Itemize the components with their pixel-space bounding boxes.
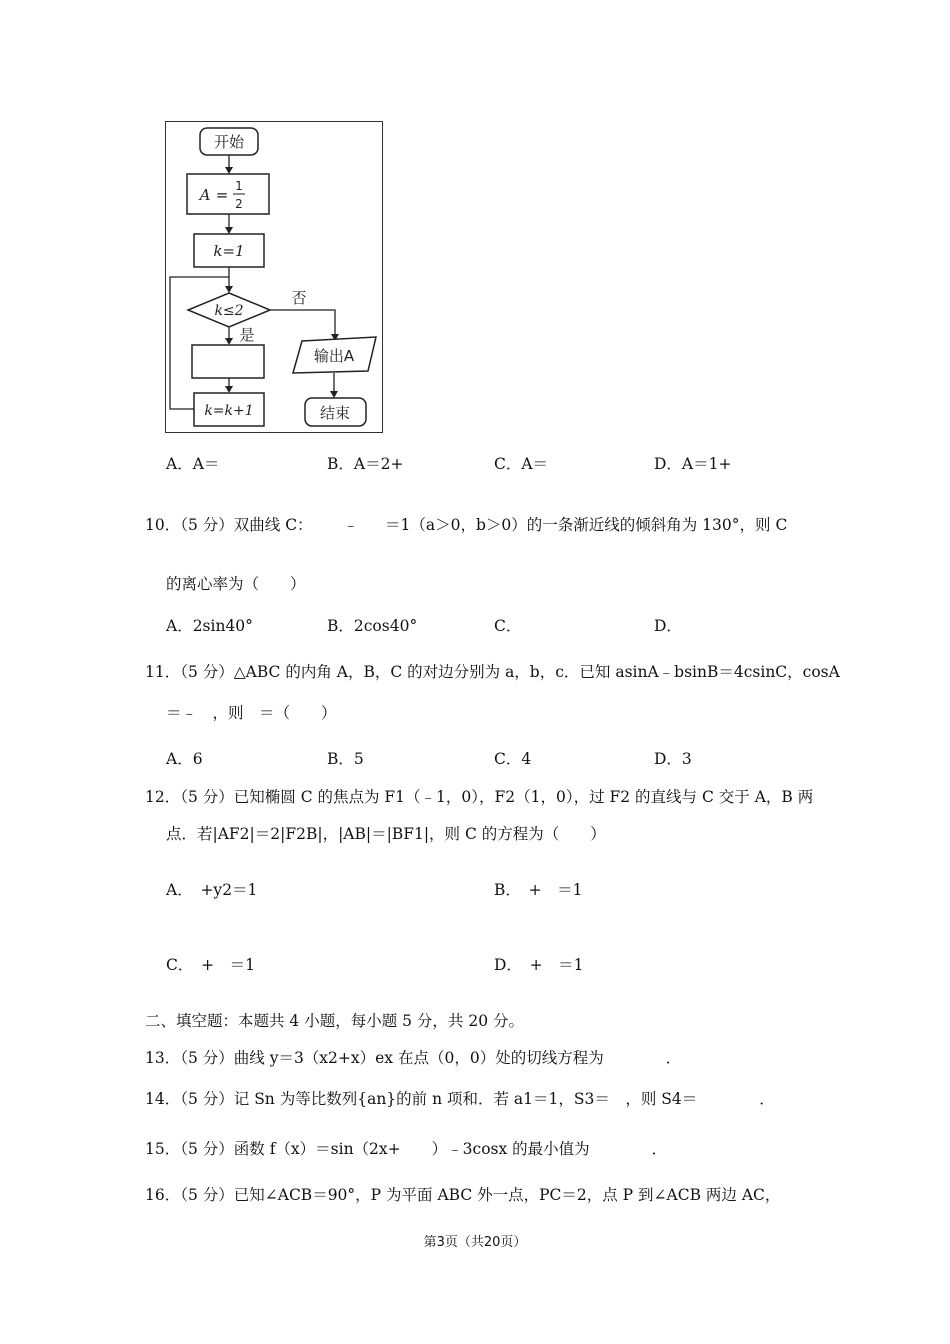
flowchart-start-label: 开始 — [213, 133, 245, 151]
q10-option-d: D． — [654, 617, 682, 635]
q12-option-b: B． + ＝1 — [494, 881, 583, 899]
q13-stem: 13．（5 分）曲线 y＝3（x2+x）ex 在点（0，0）处的切线方程为 ． — [145, 1049, 682, 1067]
q12-stem-line2: 点．若|AF2|＝2|F2B|，|AB|＝|BF1|，则 C 的方程为（ ） — [166, 825, 606, 843]
flowchart-output-label: 输出A — [313, 347, 355, 365]
flowchart — [165, 121, 383, 433]
q9-option-a: A．A＝ — [166, 455, 220, 473]
q16-stem: 16．（5 分）已知∠ACB＝90°，P 为平面 ABC 外一点，PC＝2，点 P 到∠ACB 两边 AC， — [145, 1186, 781, 1204]
flowchart-assign-a-den: 2 — [235, 197, 243, 211]
q11-stem-line1: 11．（5 分）△ABC 的内角 A，B，C 的对边分别为 a，b，c．已知 asinA﹣bsinB＝4csinC，cosA — [145, 663, 840, 681]
q11-option-b: B．5 — [327, 750, 364, 768]
flowchart-increment-label: k=k+1 — [204, 403, 254, 419]
q10-option-c: C． — [494, 617, 522, 635]
q11-option-d: D．3 — [654, 750, 692, 768]
section-2-heading: 二、填空题：本题共 4 小题，每小题 5 分，共 20 分。 — [145, 1012, 525, 1030]
q10-stem-minus: ﹣ — [343, 516, 359, 534]
q11-stem-line2: ＝﹣ ，则 ＝（ ） — [166, 704, 337, 722]
q15-stem: 15．（5 分）函数 f（x）＝sin（2x+ ）﹣3cosx 的最小值为 ． — [145, 1140, 668, 1158]
q10-stem-suffix: ＝1（a＞0，b＞0）的一条渐近线的倾斜角为 130°，则 C — [385, 516, 788, 534]
q9-option-b: B．A＝2+ — [327, 455, 404, 473]
q9-option-c: C．A＝ — [494, 455, 549, 473]
q12-option-c: C． + ＝1 — [166, 956, 255, 974]
flowchart-assign-a-eq: = — [215, 186, 229, 204]
q12-option-d: D． + ＝1 — [494, 956, 584, 974]
flowchart-end-label: 结束 — [319, 404, 351, 422]
flowchart-yes-label: 是 — [239, 326, 255, 344]
flowchart-assign-k-label: k=1 — [213, 242, 245, 260]
q9-option-d: D．A＝1+ — [654, 455, 732, 473]
flowchart-no-label: 否 — [291, 289, 307, 307]
q10-option-b: B．2cos40° — [327, 617, 418, 635]
q12-stem-line1: 12．（5 分）已知椭圆 C 的焦点为 F1（﹣1，0），F2（1，0），过 F2 的直线与 C 交于 A，B 两 — [145, 788, 814, 806]
q11-option-a: A．6 — [166, 750, 203, 768]
q12-option-a: A． +y2＝1 — [166, 881, 258, 899]
flowchart-assign-a-num: 1 — [235, 179, 243, 193]
flowchart-empty-box — [192, 345, 264, 378]
q10-option-a: A．2sin40° — [166, 617, 253, 635]
flowchart-condition-label: k≤2 — [214, 303, 244, 319]
q14-stem: 14．（5 分）记 Sn 为等比数列{an}的前 n 项和．若 a1＝1，S3＝ ，则 S4＝ ． — [145, 1090, 775, 1108]
q10-stem-prefix: 10．（5 分）双曲线 C： — [145, 516, 313, 534]
flowchart-assign-a-var: A — [199, 186, 211, 204]
q10-stem-line2: 的离心率为（ ） — [166, 575, 306, 593]
q11-option-c: C．4 — [494, 750, 532, 768]
page-footer: 第3页（共20页） — [423, 1235, 527, 1250]
